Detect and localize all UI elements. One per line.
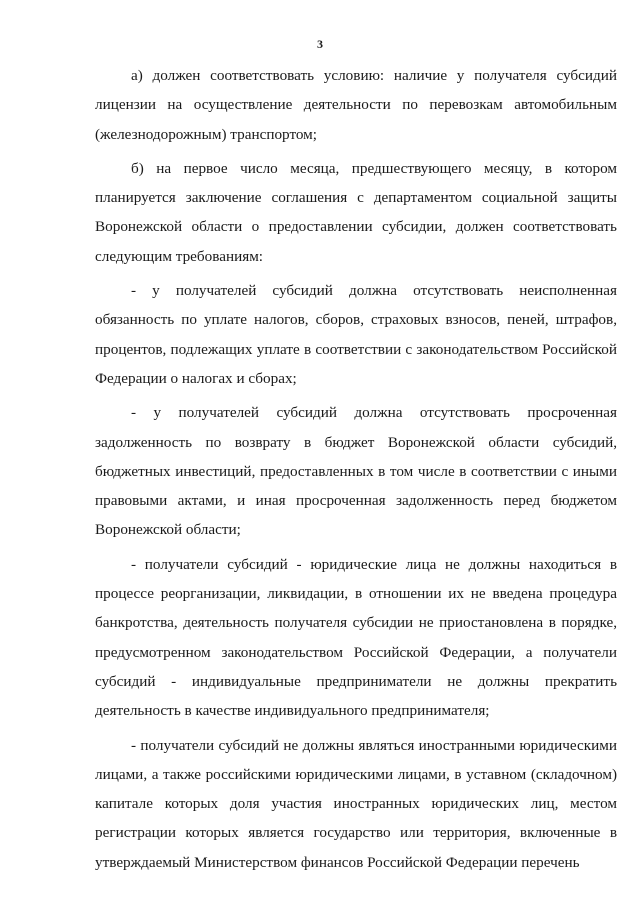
paragraph-no-tax-arrears: - у получателей субсидий должна отсутствовать неисполненная обязанность по уплате налогов, сборов, страховых взносов, пеней, штрафов, процентов, подлежащих уплате в соответствии с законодательством Российской Федерации о налогах и сборах; (95, 282, 617, 387)
paragraph-no-overdue-debt: - у получателей субсидий должна отсутствовать просроченная задолженность по возврату в бюджет Воронежской области субсидий, бюджетных инвестиций, предоставленных в том числе в соответствии с иными правовыми актами, и иная просроченная задолженность перед бюджетом Воронежской области; (95, 404, 617, 539)
document-body (95, 61, 617, 877)
paragraph-no-reorganization: - получатели субсидий - юридические лица не должны находиться в процессе реорганизации, ликвидации, в отношении их не введена процедура банкротства, деятельность получателя субсидии не приостановлена в порядке, предусмотренном законодательством Российской Федерации, а получатели субсидий - индивидуальные предприниматели не должны прекратить деятельность в качестве индивидуального предпринимателя; (95, 555, 617, 720)
page-number: 3 (317, 37, 323, 51)
paragraph-b-requirements: б) на первое число месяца, предшествующего месяцу, в котором планируется заключение соглашения с департаментом социальной защиты Воронежской области о предоставлении субсидии, должен соответствовать следующим требованиям: (95, 159, 617, 265)
paragraph-a-license-condition: а) должен соответствовать условию: наличие у получателя субсидий лицензии на осуществление деятельности по перевозкам автомобильным (железнодорожным) транспортом; (95, 67, 617, 143)
paragraph-not-foreign-entity: - получатели субсидий не должны являться иностранными юридическими лицами, а также российскими юридическими лицами, в уставном (складочном) капитале которых доля участия иностранных юридических лиц, местом регистрации которых является государство или территория, включенные в утверждаемый Министерством финансов Российской Федерации перечень (95, 736, 617, 871)
